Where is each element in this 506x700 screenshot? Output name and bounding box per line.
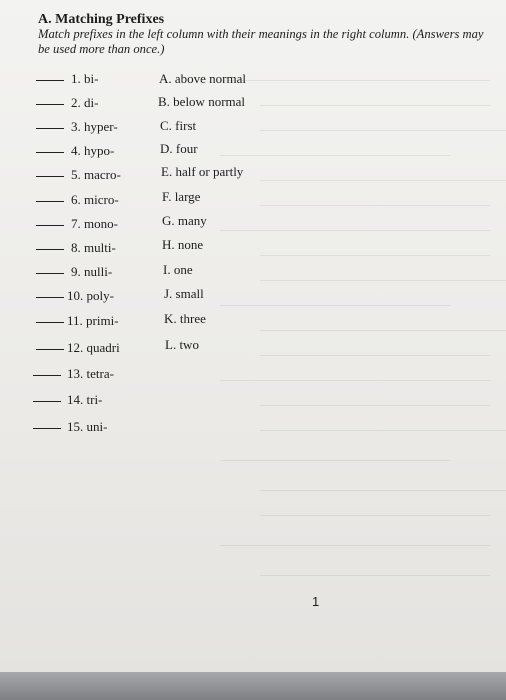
- show-through-line: [260, 105, 490, 106]
- meaning-item: B. below normal: [158, 94, 246, 109]
- prefix-item: [0, 340, 150, 360]
- show-through-line: [260, 180, 506, 181]
- meaning-item: D. four: [160, 141, 198, 156]
- prefix-text: 6. micro-: [71, 192, 119, 207]
- show-through-line: [220, 80, 490, 81]
- prefix-item: [0, 95, 150, 115]
- page-shadow: [0, 672, 506, 700]
- prefix-text: 14. tri-: [67, 392, 103, 407]
- answer-blank[interactable]: [33, 375, 61, 376]
- prefix-item: [0, 167, 150, 187]
- answer-blank[interactable]: [36, 349, 64, 350]
- show-through-line: [220, 545, 490, 546]
- answer-blank[interactable]: [36, 201, 64, 202]
- show-through-line: [260, 330, 506, 331]
- meaning-item: A. above normal: [159, 71, 247, 86]
- instructions: [38, 27, 506, 57]
- show-through-line: [260, 130, 506, 131]
- answer-blank[interactable]: [36, 176, 64, 177]
- prefix-item: [0, 192, 150, 212]
- meaning-item: F. large: [162, 189, 201, 204]
- meaning-item: G. many: [162, 213, 207, 228]
- prefix-text: 1. bi-: [71, 71, 99, 86]
- meaning-item: L. two: [165, 337, 199, 352]
- show-through-line: [260, 515, 490, 516]
- prefix-text: 5. macro-: [71, 167, 121, 182]
- answer-blank[interactable]: [36, 322, 64, 323]
- answer-blank[interactable]: [36, 249, 64, 250]
- prefix-item: [0, 313, 150, 333]
- answer-blank[interactable]: [36, 104, 64, 105]
- prefix-text: 13. tetra-: [67, 366, 114, 381]
- prefix-item: [0, 419, 150, 439]
- show-through-line: [220, 155, 450, 156]
- prefix-text: 10. poly-: [67, 288, 114, 303]
- show-through-line: [260, 280, 506, 281]
- answer-blank[interactable]: [36, 297, 64, 298]
- prefix-item: [0, 119, 150, 139]
- prefix-item: [0, 392, 150, 412]
- prefix-text: 2. di-: [71, 95, 99, 110]
- show-through-line: [260, 575, 490, 576]
- meaning-item: C. first: [160, 118, 197, 133]
- prefix-item: [0, 143, 150, 163]
- answer-blank[interactable]: [33, 401, 61, 402]
- instructions-line-1: Match prefixes in the left column with their meanings in the right column. (Answers may: [38, 27, 484, 41]
- instructions-line-2: be used more than once.): [38, 42, 165, 56]
- show-through-line: [260, 255, 490, 256]
- prefix-text: 7. mono-: [71, 216, 118, 231]
- show-through-line: [220, 460, 450, 461]
- prefix-text: 11. primi-: [67, 313, 119, 328]
- meaning-item: H. none: [162, 237, 204, 252]
- meaning-item: E. half or partly: [161, 164, 244, 179]
- prefix-item: [0, 366, 150, 386]
- show-through-line: [220, 380, 490, 381]
- answer-blank[interactable]: [33, 428, 61, 429]
- answer-blank[interactable]: [36, 128, 64, 129]
- meaning-item: J. small: [164, 286, 204, 301]
- prefix-item: [0, 240, 150, 260]
- prefix-item: [0, 216, 150, 236]
- meaning-item: I. one: [163, 262, 193, 277]
- prefix-text: 8. multi-: [71, 240, 116, 255]
- show-through-line: [260, 430, 506, 431]
- show-through-line: [260, 405, 490, 406]
- section-title: A. Matching Prefixes: [38, 12, 165, 27]
- show-through-line: [220, 230, 490, 231]
- show-through-line: [260, 205, 490, 206]
- answer-blank[interactable]: [36, 225, 64, 226]
- page-number: 1: [312, 594, 320, 609]
- show-through-line: [260, 355, 490, 356]
- prefix-item: [0, 71, 150, 91]
- prefix-text: 9. nulli-: [71, 264, 113, 279]
- prefix-text: 12. quadri: [67, 340, 120, 355]
- prefix-text: 15. uni-: [67, 419, 108, 434]
- prefix-text: 4. hypo-: [71, 143, 115, 158]
- prefix-text: 3. hyper-: [71, 119, 118, 134]
- prefix-item: [0, 264, 150, 284]
- answer-blank[interactable]: [36, 152, 64, 153]
- prefix-item: [0, 288, 150, 308]
- show-through-line: [220, 305, 450, 306]
- show-through-line: [260, 490, 506, 491]
- answer-blank[interactable]: [36, 80, 64, 81]
- meaning-item: K. three: [164, 311, 206, 326]
- answer-blank[interactable]: [36, 273, 64, 274]
